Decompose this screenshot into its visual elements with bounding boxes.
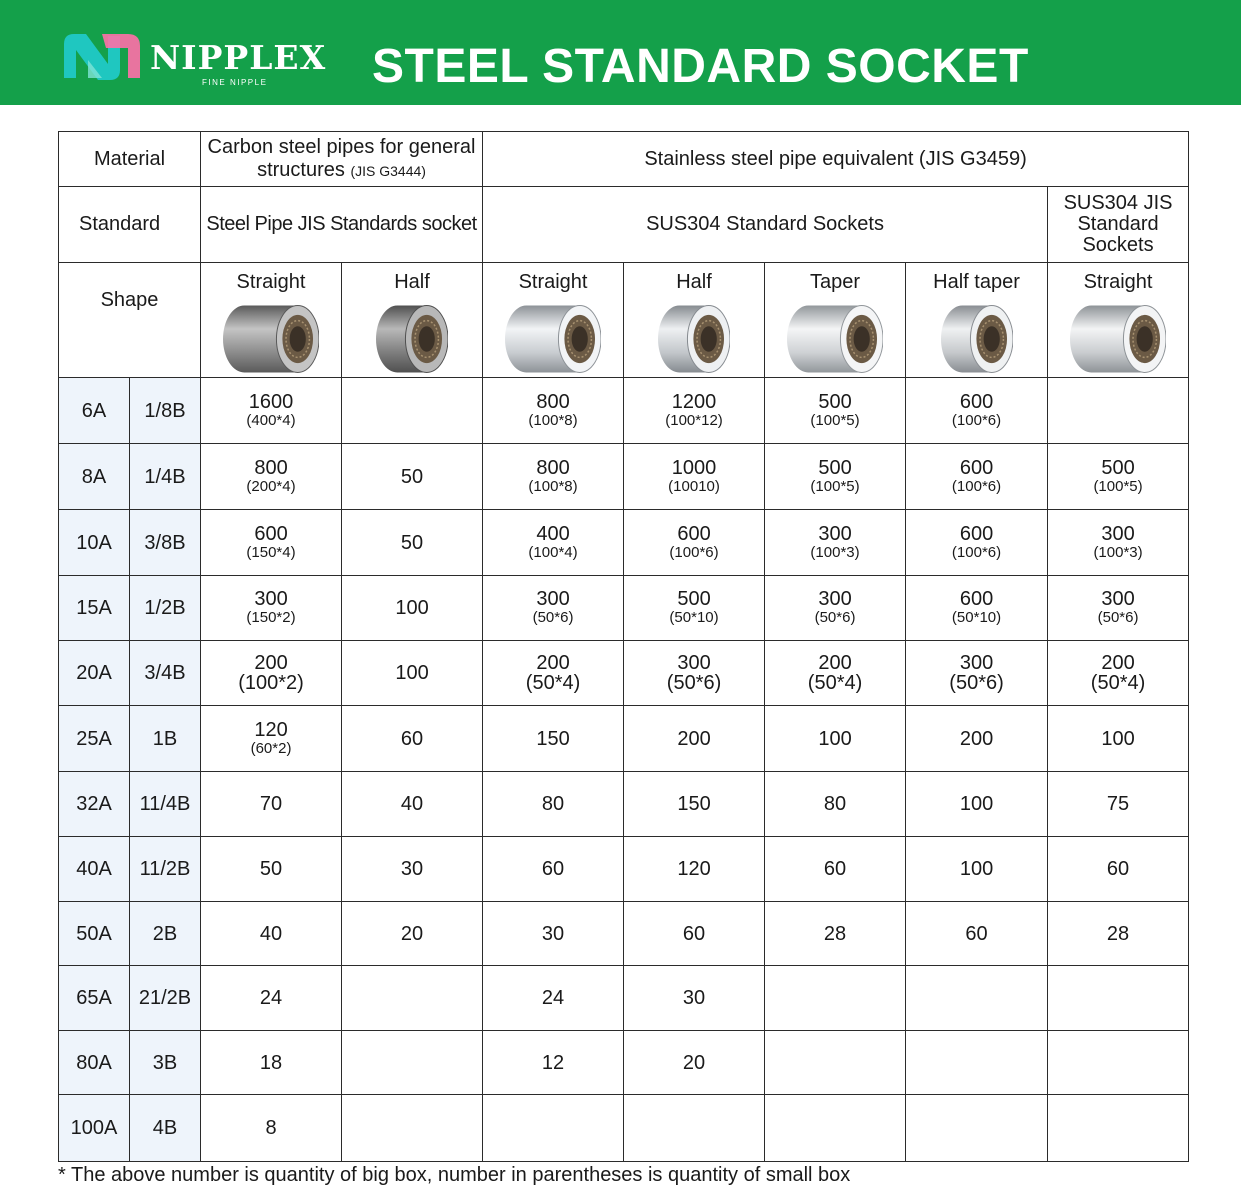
quantity-cell (906, 966, 1048, 1031)
table-row (59, 1095, 1189, 1162)
table-row (59, 837, 1189, 902)
material-row (59, 132, 1189, 187)
big-box-qty: 30 (400, 858, 424, 880)
quantity-cell (1048, 1095, 1189, 1162)
quantity-cell (201, 772, 342, 837)
quantity-cell (201, 966, 342, 1031)
small-box-qty: (100*5) (810, 411, 860, 429)
quantity-cell (483, 510, 624, 576)
big-box-qty: 40 (400, 793, 424, 815)
quantity-cell (483, 837, 624, 902)
big-box-qty: 30 (682, 987, 706, 1009)
quantity-cell (201, 641, 342, 706)
big-box-qty: 30 (541, 922, 565, 945)
quantity-cell (1048, 641, 1189, 706)
quantity-cell (1048, 837, 1189, 902)
size-a-cell: 15A (59, 576, 130, 641)
big-box-qty: 60 (1106, 858, 1130, 880)
quantity-cell (624, 966, 765, 1031)
size-b-cell: 4B (130, 1095, 201, 1162)
quantity-cell (483, 378, 624, 444)
small-box-qty: (100*6) (951, 543, 1002, 561)
small-box-qty: (60*2) (250, 739, 292, 757)
shape-header (1048, 263, 1189, 378)
quantity-cell (624, 837, 765, 902)
big-box-qty: 100 (1101, 727, 1135, 750)
small-box-qty: (100*12) (665, 411, 723, 429)
size-b-cell: 21/2B (130, 966, 201, 1031)
quantity-cell (1048, 706, 1189, 772)
quantity-cell (906, 378, 1048, 444)
quantity-cell (1048, 1031, 1189, 1095)
quantity-cell (624, 510, 765, 576)
big-box-qty: 500 (818, 390, 852, 413)
big-box-qty: 1000 (671, 456, 717, 479)
big-box-qty: 24 (259, 987, 283, 1009)
socket-image (941, 301, 1013, 377)
quantity-cell (765, 444, 906, 510)
quantity-cell (201, 576, 342, 641)
big-box-qty: 400 (536, 522, 570, 545)
table-row (59, 1031, 1189, 1095)
shape-label: Taper (810, 271, 861, 293)
quantity-cell (765, 902, 906, 966)
socket-image (223, 301, 319, 377)
quantity-cell (483, 966, 624, 1031)
small-box-qty: (400*4) (246, 411, 296, 429)
socket-image (787, 301, 883, 377)
carbon-standard: Steel Pipe JIS Standards socket (201, 187, 483, 263)
big-box-qty: 300 (818, 522, 852, 545)
quantity-cell (201, 706, 342, 772)
quantity-cell (342, 837, 483, 902)
quantity-cell (1048, 772, 1189, 837)
size-a-cell: 100A (59, 1095, 130, 1162)
small-box-qty: (50*6) (814, 609, 856, 626)
big-box-qty: 300 (677, 652, 711, 674)
small-box-qty: (100*4) (528, 543, 578, 561)
big-box-qty: 24 (541, 987, 565, 1009)
big-box-qty: 500 (818, 456, 852, 479)
big-box-qty: 800 (536, 390, 570, 413)
small-box-qty: (100*5) (1093, 477, 1143, 495)
size-a-cell: 8A (59, 444, 130, 510)
big-box-qty: 50 (400, 531, 424, 554)
big-box-qty: 12 (541, 1051, 565, 1074)
brand-tagline: FINE NIPPLE (202, 78, 268, 87)
quantity-cell (906, 1095, 1048, 1162)
small-box-qty: (50*10) (951, 609, 1002, 626)
sus304-standard: SUS304 Standard Sockets (483, 187, 1048, 263)
small-box-qty: (50*6) (666, 672, 722, 694)
size-a-cell: 32A (59, 772, 130, 837)
big-box-qty: 150 (677, 793, 711, 815)
big-box-qty: 20 (682, 1051, 706, 1074)
standard-row (59, 187, 1189, 263)
quantity-cell (342, 706, 483, 772)
quantity-cell (765, 1031, 906, 1095)
quantity-cell (342, 576, 483, 641)
sus304-jis-standard: SUS304 JIS Standard Sockets (1048, 187, 1189, 263)
quantity-cell (906, 772, 1048, 837)
quantity-cell (483, 641, 624, 706)
quantity-cell (765, 641, 906, 706)
table-row (59, 378, 1189, 444)
size-b-cell: 1/8B (130, 378, 201, 444)
small-box-qty: (100*8) (528, 477, 578, 495)
big-box-qty: 100 (959, 858, 994, 880)
stainless-material: Stainless steel pipe equivalent (JIS G3459) (483, 132, 1189, 187)
carbon-material (201, 132, 483, 187)
big-box-qty: 100 (395, 597, 429, 619)
quantity-cell (342, 510, 483, 576)
big-box-qty: 300 (536, 588, 570, 610)
quantity-cell (342, 444, 483, 510)
quantity-cell (1048, 902, 1189, 966)
quantity-cell (765, 576, 906, 641)
table-row (59, 966, 1189, 1031)
big-box-qty: 1600 (248, 390, 294, 413)
big-box-qty: 150 (536, 727, 570, 750)
size-a-cell: 65A (59, 966, 130, 1031)
size-a-cell: 50A (59, 902, 130, 966)
quantity-cell (1048, 444, 1189, 510)
small-box-qty: (150*4) (246, 543, 296, 561)
nipplex-logo-icon (58, 30, 146, 84)
footnote: * The above number is quantity of big box, number in parentheses is quantity of small box (58, 1164, 851, 1186)
quantity-cell (483, 576, 624, 641)
size-a-cell: 20A (59, 641, 130, 706)
quantity-cell (342, 1095, 483, 1162)
shape-label: Half taper (933, 271, 1020, 293)
quantity-cell (201, 1095, 342, 1162)
shape-header (342, 263, 483, 378)
quantity-cell (906, 510, 1048, 576)
quantity-cell (201, 902, 342, 966)
big-box-qty: 18 (259, 1051, 283, 1074)
quantity-cell (342, 772, 483, 837)
shape-label: Straight (1083, 271, 1153, 293)
size-a-cell: 80A (59, 1031, 130, 1095)
shape-header (483, 263, 624, 378)
big-box-qty: 200 (818, 652, 852, 674)
quantity-cell (483, 444, 624, 510)
big-box-qty: 28 (823, 922, 847, 945)
shape-header (765, 263, 906, 378)
quantity-cell (1048, 576, 1189, 641)
small-box-qty: (50*6) (949, 672, 1004, 694)
size-b-cell: 1B (130, 706, 201, 772)
quantity-cell (483, 706, 624, 772)
small-box-qty: (100*2) (238, 672, 304, 694)
small-box-qty: (50*4) (1090, 672, 1146, 694)
big-box-qty: 800 (254, 456, 288, 479)
shape-row (59, 263, 1189, 378)
table-row (59, 902, 1189, 966)
quantity-cell (624, 1095, 765, 1162)
big-box-qty: 40 (259, 922, 283, 945)
socket-image (1070, 301, 1166, 377)
small-box-qty: (100*6) (951, 477, 1002, 495)
quantity-cell (483, 902, 624, 966)
table-row (59, 641, 1189, 706)
size-b-cell: 3/4B (130, 641, 201, 706)
size-b-cell: 11/2B (130, 837, 201, 902)
quantity-cell (201, 510, 342, 576)
shape-label: Half (394, 271, 430, 293)
big-box-qty: 75 (1106, 793, 1130, 815)
quantity-cell (483, 1095, 624, 1162)
quantity-cell (906, 641, 1048, 706)
quantity-cell (624, 1031, 765, 1095)
quantity-cell (624, 902, 765, 966)
table-row (59, 706, 1189, 772)
quantity-cell (906, 902, 1048, 966)
table-row (59, 510, 1189, 576)
big-box-qty: 80 (823, 793, 847, 815)
size-b-cell: 2B (130, 902, 201, 966)
size-a-cell: 25A (59, 706, 130, 772)
big-box-qty: 600 (959, 588, 994, 610)
quantity-cell (201, 378, 342, 444)
big-box-qty: 120 (677, 858, 711, 880)
quantity-cell (201, 1031, 342, 1095)
quantity-cell (624, 378, 765, 444)
socket-image (376, 301, 448, 377)
small-box-qty: (100*8) (528, 411, 578, 429)
big-box-qty: 200 (959, 727, 994, 750)
big-box-qty: 300 (959, 652, 994, 674)
small-box-qty: (100*6) (951, 411, 1002, 429)
shape-label: Half (676, 271, 712, 293)
small-box-qty: (200*4) (246, 477, 296, 495)
quantity-cell (765, 772, 906, 837)
big-box-qty: 600 (959, 390, 994, 413)
big-box-qty: 100 (959, 793, 994, 815)
big-box-qty: 60 (965, 922, 988, 945)
quantity-cell (342, 641, 483, 706)
quantity-cell (201, 444, 342, 510)
quantity-cell (1048, 966, 1189, 1031)
big-box-qty: 200 (254, 652, 288, 674)
page-title: STEEL STANDARD SOCKET (372, 40, 1029, 93)
small-box-qty: (150*2) (246, 609, 296, 626)
size-b-cell: 3B (130, 1031, 201, 1095)
big-box-qty: 50 (400, 465, 424, 488)
big-box-qty: 600 (254, 522, 288, 545)
size-b-cell: 11/4B (130, 772, 201, 837)
quantity-cell (906, 1031, 1048, 1095)
big-box-qty: 50 (259, 858, 283, 880)
brand-name: NIPPLEX (150, 38, 327, 77)
big-box-qty: 200 (536, 652, 570, 674)
big-box-qty: 1200 (671, 390, 717, 413)
quantity-cell (342, 378, 483, 444)
big-box-qty: 200 (1101, 652, 1135, 674)
quantity-cell (624, 641, 765, 706)
big-box-qty: 60 (541, 858, 565, 880)
big-box-qty: 60 (823, 858, 847, 880)
quantity-cell (624, 576, 765, 641)
quantity-cell (624, 772, 765, 837)
small-box-qty: (50*6) (1097, 609, 1139, 626)
big-box-qty: 500 (1101, 456, 1135, 479)
quantity-cell (483, 1031, 624, 1095)
big-box-qty: 120 (254, 718, 288, 741)
quantity-cell (1048, 510, 1189, 576)
material-label: Material (59, 132, 201, 187)
big-box-qty: 200 (677, 727, 711, 750)
carbon-material-main: Carbon steel pipes for general structures (207, 135, 476, 181)
table-row (59, 772, 1189, 837)
big-box-qty: 70 (259, 793, 283, 815)
quantity-cell (765, 1095, 906, 1162)
quantity-cell (765, 706, 906, 772)
small-box-qty: (50*10) (669, 609, 719, 626)
small-box-qty: (100*3) (1093, 543, 1143, 561)
shape-label: Straight (236, 271, 306, 293)
shape-header (201, 263, 342, 378)
small-box-qty: (100*6) (669, 543, 719, 561)
standard-label: Standard (59, 187, 201, 263)
size-b-cell: 1/2B (130, 576, 201, 641)
big-box-qty: 600 (959, 456, 994, 479)
big-box-qty: 60 (400, 727, 424, 750)
table-row (59, 444, 1189, 510)
size-b-cell: 3/8B (130, 510, 201, 576)
big-box-qty: 300 (818, 588, 852, 610)
table-row (59, 576, 1189, 641)
brand-logo (58, 30, 328, 92)
small-box-qty: (100*3) (810, 543, 860, 561)
quantity-cell (765, 966, 906, 1031)
quantity-cell (342, 902, 483, 966)
carbon-material-code: (JIS G3444) (350, 162, 426, 179)
quantity-cell (342, 1031, 483, 1095)
big-box-qty: 300 (1101, 522, 1135, 545)
header-banner (0, 0, 1241, 105)
socket-quantity-table (58, 131, 1189, 1162)
big-box-qty: 500 (677, 588, 711, 610)
quantity-cell (624, 444, 765, 510)
big-box-qty: 100 (818, 727, 852, 750)
small-box-qty: (50*6) (532, 609, 574, 626)
size-a-cell: 40A (59, 837, 130, 902)
shape-header (906, 263, 1048, 378)
big-box-qty: 100 (395, 662, 429, 684)
small-box-qty: (100*5) (810, 477, 860, 495)
size-a-cell: 6A (59, 378, 130, 444)
quantity-cell (765, 837, 906, 902)
big-box-qty: 20 (400, 922, 424, 945)
big-box-qty: 600 (959, 522, 994, 545)
quantity-cell (765, 378, 906, 444)
quantity-cell (906, 837, 1048, 902)
quantity-cell (906, 706, 1048, 772)
quantity-cell (1048, 378, 1189, 444)
quantity-cell (906, 444, 1048, 510)
shape-header (624, 263, 765, 378)
small-box-qty: (50*4) (525, 672, 581, 694)
quantity-cell (906, 576, 1048, 641)
big-box-qty: 60 (682, 922, 706, 945)
big-box-qty: 300 (254, 588, 288, 610)
small-box-qty: (50*4) (807, 672, 863, 694)
quantity-cell (201, 837, 342, 902)
big-box-qty: 800 (536, 456, 570, 479)
big-box-qty: 600 (677, 522, 711, 545)
quantity-cell (342, 966, 483, 1031)
socket-image (505, 301, 601, 377)
small-box-qty: (10010) (668, 477, 720, 495)
size-a-cell: 10A (59, 510, 130, 576)
big-box-qty: 28 (1106, 922, 1130, 945)
quantity-cell (483, 772, 624, 837)
big-box-qty: 8 (265, 1117, 277, 1139)
socket-image (658, 301, 730, 377)
quantity-cell (765, 510, 906, 576)
big-box-qty: 300 (1101, 588, 1135, 610)
size-b-cell: 1/4B (130, 444, 201, 510)
quantity-cell (624, 706, 765, 772)
shape-label: Shape (59, 263, 201, 378)
shape-label: Straight (518, 271, 588, 293)
big-box-qty: 80 (541, 793, 565, 815)
